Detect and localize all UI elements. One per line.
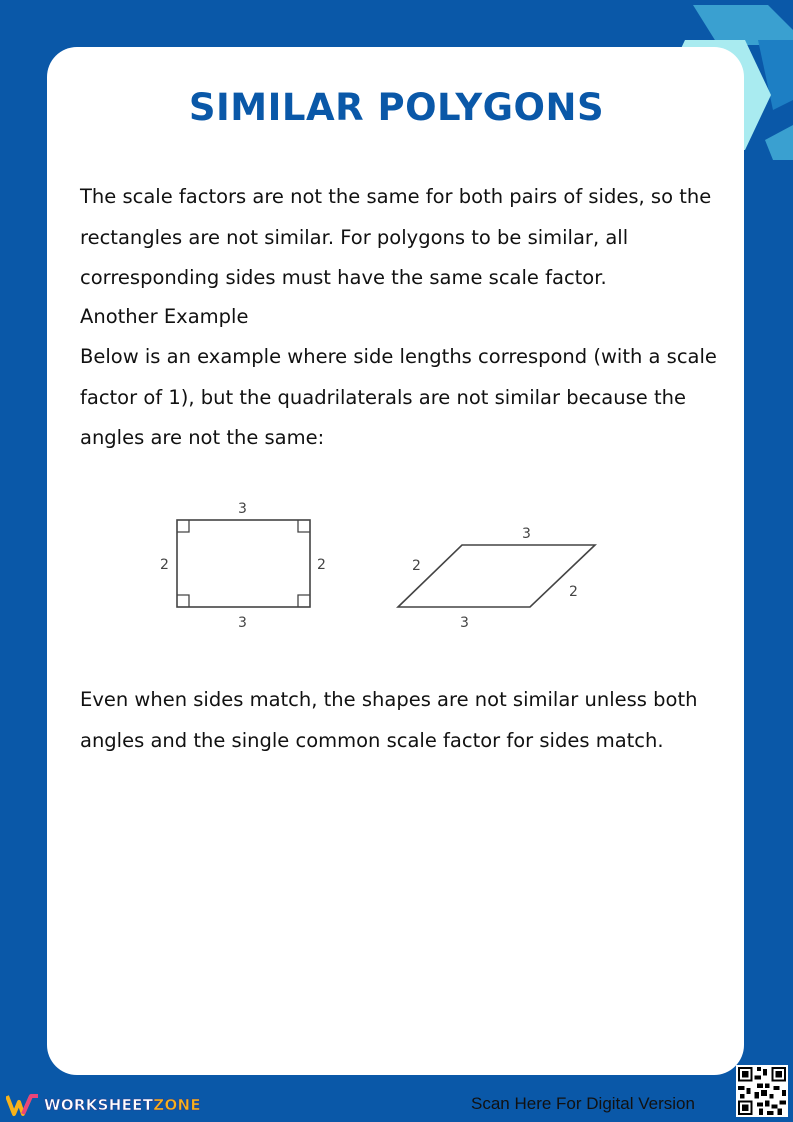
- paragraph-below-example: Below is an example where side lengths correspond (with a scale factor of 1), but the quadrilaterals are not similar because the angles are not the same:: [80, 345, 717, 449]
- paragraph-conclusion: Even when sides match, the shapes are not similar unless both angles and the single common scale factor for sides match.: [80, 688, 698, 752]
- qr-code-icon[interactable]: [736, 1065, 788, 1117]
- parallelogram-left-label: 2: [412, 558, 421, 574]
- paragraph-another-example: Another Example: [80, 305, 249, 328]
- rectangle-top-label: 3: [238, 501, 247, 517]
- logo-text-zone: ZONE: [153, 1096, 201, 1114]
- parallelogram-bottom-label: 3: [460, 615, 469, 631]
- rectangle-left-label: 2: [160, 557, 169, 573]
- logo-text-worksheet: WORKSHEET: [44, 1096, 154, 1114]
- parallelogram-shape: [398, 526, 595, 631]
- worksheetzone-logo-icon: [6, 1093, 40, 1117]
- scan-here-text: Scan Here For Digital Version: [471, 1094, 695, 1113]
- quadrilaterals-figure: [150, 490, 620, 640]
- worksheetzone-logo[interactable]: [6, 1092, 201, 1118]
- paragraph-scale-factors: The scale factors are not the same for both pairs of sides, so the rectangles are not similar. For polygons to be similar, all corresponding sides must have the same scale factor.: [80, 185, 712, 289]
- rectangle-bottom-label: 3: [238, 615, 247, 631]
- parallelogram-right-label: 2: [569, 584, 578, 600]
- parallelogram-top-label: 3: [522, 526, 531, 542]
- rectangle-shape: [160, 501, 326, 631]
- page-title: SIMILAR POLYGONS: [188, 86, 605, 129]
- rectangle-right-label: 2: [317, 557, 326, 573]
